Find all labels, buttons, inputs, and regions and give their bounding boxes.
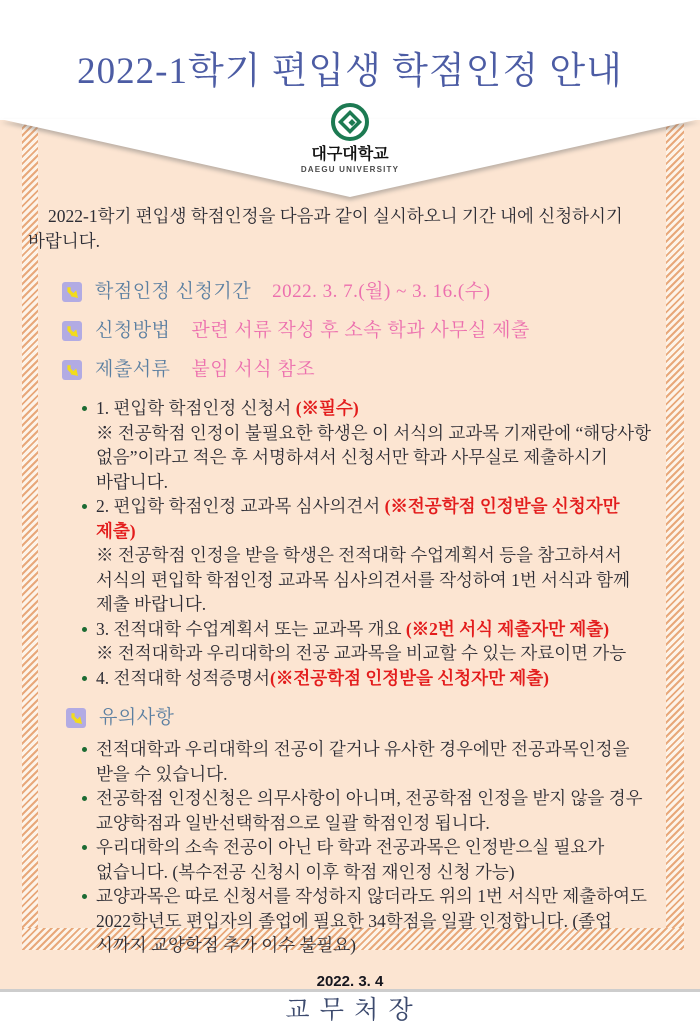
section-label: 신청방법 [95, 320, 171, 341]
document-title: 4. 전적대학 성적증명서 [96, 667, 271, 688]
document-title: 1. 편입학 학점인정 신청서 [96, 398, 296, 418]
daegu-university-seal-icon [331, 103, 369, 141]
notice-section-label: 유의사항 [99, 707, 175, 728]
list-item [82, 396, 654, 494]
down-right-arrow-icon [62, 282, 82, 302]
list-item [82, 835, 654, 884]
signer-title: 교 무 처 장 [285, 997, 415, 1024]
section-label: 제출서류 [95, 359, 171, 380]
notice-item-text: 우리대학의 소속 전공이 아닌 타 학과 전공과목은 인정받으실 필요가 없습니다. (복수전공 신청시 이후 학점 재인정 신청 가능) [96, 837, 605, 882]
page-title: 2022-1학기 편입생 학점인정 안내 [77, 51, 623, 92]
down-right-arrow-icon [66, 708, 86, 728]
section-row-period [62, 279, 654, 305]
list-item [82, 666, 654, 691]
document-title: 3. 전적대학 수업계획서 또는 교과목 개요 [96, 618, 406, 639]
notice-body [28, 204, 654, 1024]
notice-section-header [66, 705, 654, 731]
notice-item-text: 전적대학과 우리대학의 전공이 같거나 유사한 경우에만 전공과목인정을 받을 수 있습니다. [96, 739, 630, 784]
section-value: 2022. 3. 7.(월) ~ 3. 16.(수) [272, 281, 491, 302]
document-requirement: (※전공학점 인정받을 신청자만 제출) [270, 667, 549, 688]
list-item [82, 494, 654, 617]
document-requirement: (※필수) [295, 398, 359, 418]
notice-list [46, 737, 654, 958]
notice-date: 2022. 3. 4 [316, 972, 384, 990]
page-bottom-border [0, 989, 700, 992]
intro-paragraph: 2022-1학기 편입생 학점인정을 다음과 같이 실시하오니 기간 내에 신청하시기 바랍니다. [28, 206, 623, 251]
section-row-method [62, 318, 654, 344]
document-title: 2. 편입학 학점인정 교과목 심사의견서 [96, 496, 385, 516]
document-requirement: (※2번 서식 제출자만 제출) [405, 618, 610, 639]
university-logo [0, 103, 700, 174]
document-list [46, 396, 654, 690]
footer [46, 970, 654, 1024]
section-row-documents [62, 357, 654, 383]
university-name-kr: 대구대학교 [311, 146, 389, 163]
list-item [82, 737, 654, 786]
university-name-en: DAEGU UNIVERSITY [300, 165, 400, 174]
notice-item-text: 교양과목은 따로 신청서를 작성하지 않더라도 위의 1번 서식만 제출하여도 2022학년도 편입자의 졸업에 필요한 34학점을 일괄 인정합니다. (졸업 시까지 교양학점 추가 이수 불필요) [96, 886, 647, 955]
document-requirement: (※전공학점 인정받을 신청자만 제출) [96, 496, 620, 541]
document-note: ※ 전공학점 인정이 불필요한 학생은 이 서식의 교과목 기재란에 “해당사항 없음”이라고 적은 후 서명하셔서 신청서만 학과 사무실로 제출하시기 바랍니다. [96, 422, 651, 492]
document-note: ※ 전적대학과 우리대학의 전공 교과목을 비교할 수 있는 자료이면 가능 [96, 643, 627, 663]
document-note: ※ 전공학점 인정을 받을 학생은 전적대학 수업계획서 등을 참고하셔서 서식의 편입학 학점인정 교과목 심사의견서를 작성하여 1번 서식과 함께 제출 바랍니다. [96, 545, 630, 614]
list-item [82, 884, 654, 958]
down-right-arrow-icon [62, 360, 82, 380]
list-item [82, 786, 654, 835]
section-label: 학점인정 신청기간 [95, 281, 252, 302]
down-right-arrow-icon [62, 321, 82, 341]
notice-item-text: 전공학점 인정신청은 의무사항이 아니며, 전공학점 인정을 받지 않을 경우 교양학점과 일반선택학점으로 일괄 학점인정 됩니다. [96, 788, 643, 833]
section-value: 붙임 서식 참조 [191, 359, 316, 380]
section-rows [62, 279, 654, 383]
list-item [82, 617, 654, 666]
header [0, 0, 700, 120]
section-value: 관련 서류 작성 후 소속 학과 사무실 제출 [191, 320, 530, 341]
